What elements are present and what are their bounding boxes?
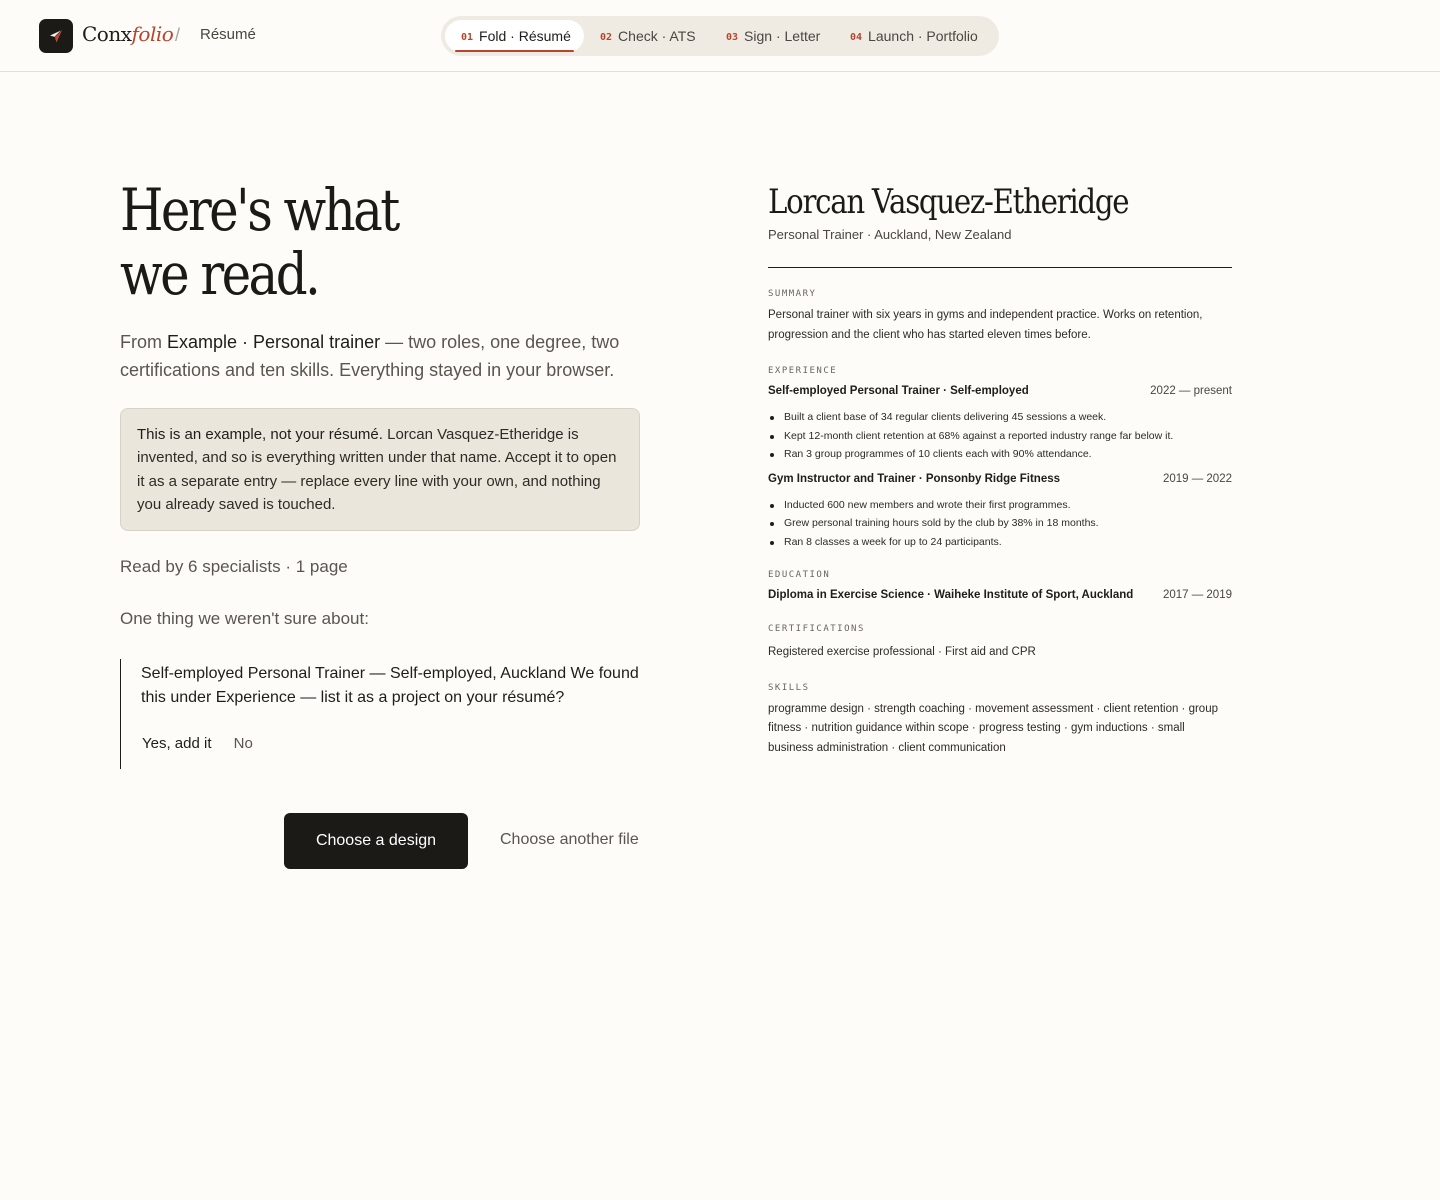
bullet-item: Grew personal training hours sold by the club by 38% in 18 months. [768,514,1232,533]
notice-body: Lorcan Vasquez-Etheridge is invented, and so is everything written under that name. Accept it to open it as a separate entry — replace every line with your own, and nothing you already saved is touched. [137,426,617,513]
role-bullets [768,408,1232,464]
brand-suffix: folio [131,22,174,46]
summary-heading: SUMMARY [768,289,817,299]
bullet-item: Built a client base of 34 regular clients delivering 45 sessions a week. [768,408,1232,427]
skills-heading: SKILLS [768,682,810,693]
resume-divider [768,267,1232,268]
role-title: Gym Instructor and Trainer · Ponsonby Ridge Fitness [768,472,1061,485]
step-label: Fold · Résumé [479,28,571,44]
intro-paragraph [120,328,640,384]
paper-plane-icon [48,28,64,44]
role-dates: 2022 — present [1150,385,1232,397]
bullet-item: Ran 3 group programmes of 10 clients each with 90% attendance. [768,445,1232,464]
experience-heading: EXPERIENCE [768,366,838,376]
yes-add-button[interactable]: Yes, add it [142,735,212,752]
step-launch-portfolio[interactable] [839,20,991,52]
brand-name[interactable] [82,22,173,46]
breadcrumb-separator: / [175,25,181,45]
step-number: 04 [850,32,863,43]
education-dates: 2017 — 2019 [1162,589,1232,601]
intro-from: From [120,332,167,352]
bullet-item: Ran 8 classes a week for up to 24 participants. [768,533,1232,552]
summary-text: Personal trainer with six years in gyms and independent practice. Works on retention, progression and the client who has started eleven times before. [768,309,1203,341]
active-step-indicator [455,50,574,52]
role-dates: 2019 — 2022 [1162,472,1232,485]
certifications-text: Registered exercise professional · First aid and CPR [768,646,1036,658]
page-title-line-1: Here's what [120,176,398,244]
step-number: 01 [461,32,474,43]
resume-subtitle: Personal Trainer · Auckland, New Zealand [768,227,1012,242]
role-header [768,385,1232,400]
role-title: Self-employed Personal Trainer · Self-employed [768,385,1029,397]
step-label: Check · ATS [618,28,696,44]
brand-prefix: Conx [82,22,132,46]
step-label: Sign · Letter [744,28,821,44]
intro-rest: — two roles, one degree, two certifications and ten skills. Everything stayed in your browser. [120,332,620,380]
step-label: Launch · Portfolio [868,28,978,44]
role-header [768,473,1232,488]
page-title-line-2: we read. [120,240,319,308]
step-sign-letter[interactable] [715,20,829,52]
step-number: 03 [726,32,739,43]
choose-another-file-link[interactable]: Choose another file [500,831,639,848]
suggestion-actions [142,735,253,752]
certifications-heading: CERTIFICATIONS [768,624,865,634]
resume-name: Lorcan Vasquez-Etheridge [768,182,1129,222]
example-notice [120,408,640,531]
choose-design-button[interactable]: Choose a design [284,813,468,869]
bullet-item: Kept 12-month client retention at 68% against a reported industry range far below it. [768,427,1232,446]
breadcrumb: Résumé [200,26,256,43]
step-navigation [441,16,999,56]
education-title: Diploma in Exercise Science · Waiheke Institute of Sport, Auckland [768,589,1134,601]
step-number: 02 [600,32,613,43]
skills-text: programme design · strength coaching · movement assessment · client retention · group fitness · nutrition guidance within scope · progress testing · gym inductions · small business administration · client communication [768,702,1218,754]
suggestion-text: Self-employed Personal Trainer — Self-employed, Auckland We found this under Experience — list it as a project on your résumé? [141,665,639,706]
no-button[interactable]: No [233,735,253,752]
read-meta: Read by 6 specialists · 1 page [120,557,348,576]
top-bar [0,0,1440,72]
education-heading: EDUCATION [768,570,831,580]
resume-preview [768,180,1232,758]
step-fold-resume[interactable] [445,20,584,52]
step-check-ats[interactable] [589,20,705,52]
logo[interactable] [39,19,73,53]
bullet-item: Inducted 600 new members and wrote their first programmes. [768,496,1232,515]
uncertainty-question: One thing we weren't sure about: [120,609,369,628]
intro-source: Example · Personal trainer [167,332,381,352]
notice-lead: This is an example, not your résumé. [137,426,383,443]
role-bullets [768,496,1232,552]
suggestion-card [120,659,640,769]
education-entry [768,589,1232,604]
page-title [120,178,398,306]
